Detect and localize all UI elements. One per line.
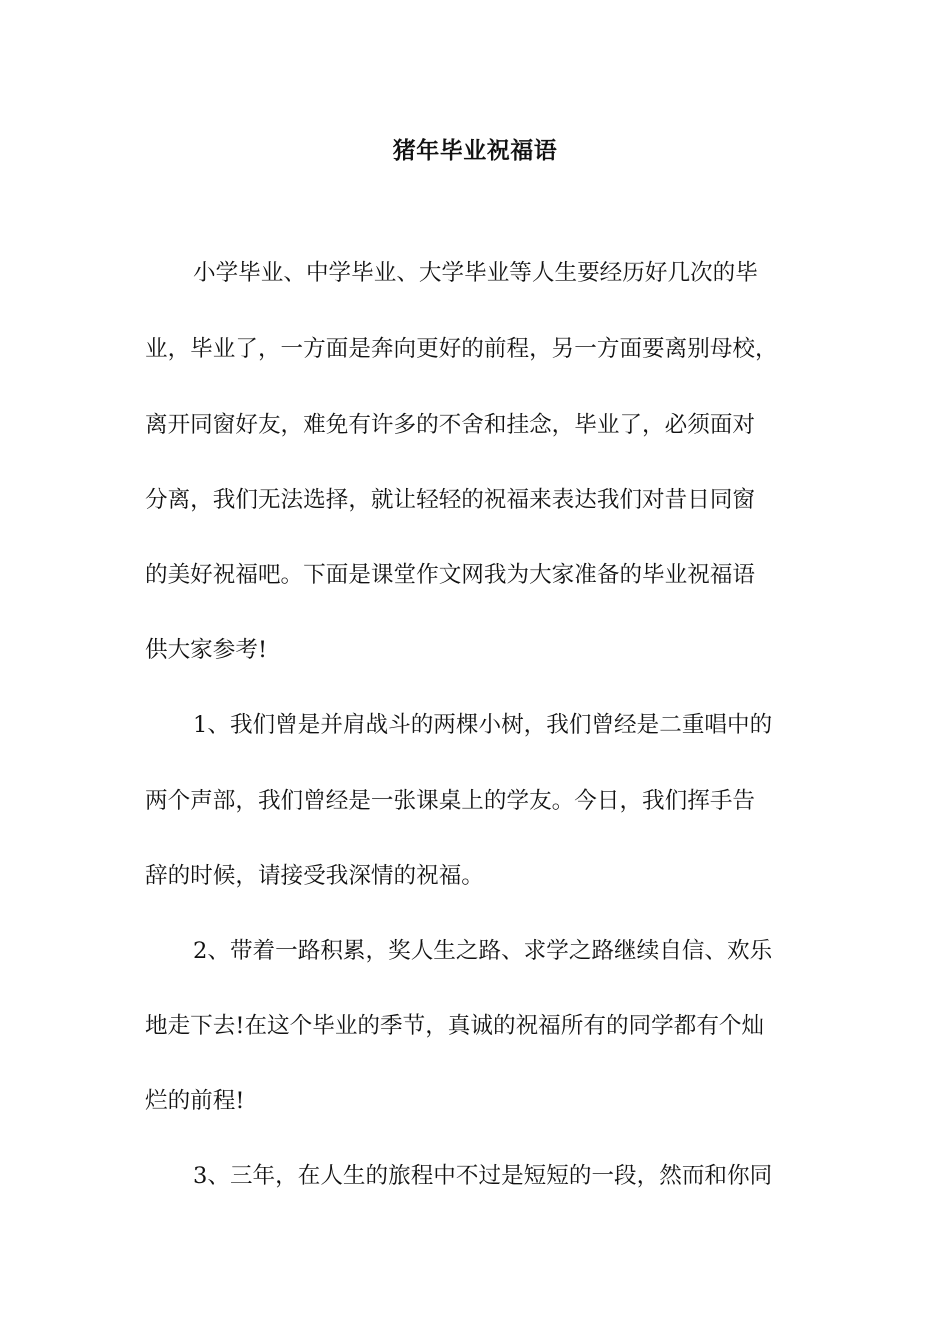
paragraph-line: 烂的前程! [145,1088,245,1114]
paragraph-line: 两个声部，我们曾经是一张课桌上的学友。今日，我们挥手告 [145,788,756,814]
paragraph-line: 2、带着一路积累，奖人生之路、求学之路继续自信、欢乐 [193,938,773,964]
paragraph-line: 离开同窗好友，难免有许多的不舍和挂念，毕业了，必须面对 [145,412,756,438]
document-title: 猪年毕业祝福语 [392,138,558,164]
paragraph-line: 1、我们曾是并肩战斗的两棵小树，我们曾经是二重唱中的 [193,712,773,738]
paragraph-line: 小学毕业、中学毕业、大学毕业等人生要经历好几次的毕 [193,260,758,286]
paragraph-line: 供大家参考! [145,637,268,663]
paragraph-line: 辞的时候，请接受我深情的祝福。 [145,863,484,889]
paragraph-line: 的美好祝福吧。下面是课堂作文网我为大家准备的毕业祝福语 [145,562,756,588]
paragraph-line: 3、三年，在人生的旅程中不过是短短的一段，然而和你同 [193,1163,773,1189]
paragraph-line: 业，毕业了，一方面是奔向更好的前程，另一方面要离别母校， [145,336,778,362]
paragraph-line: 分离，我们无法选择，就让轻轻的祝福来表达我们对昔日同窗 [145,487,756,513]
paragraph-line: 地走下去!在这个毕业的季节，真诚的祝福所有的同学都有个灿 [145,1013,765,1039]
